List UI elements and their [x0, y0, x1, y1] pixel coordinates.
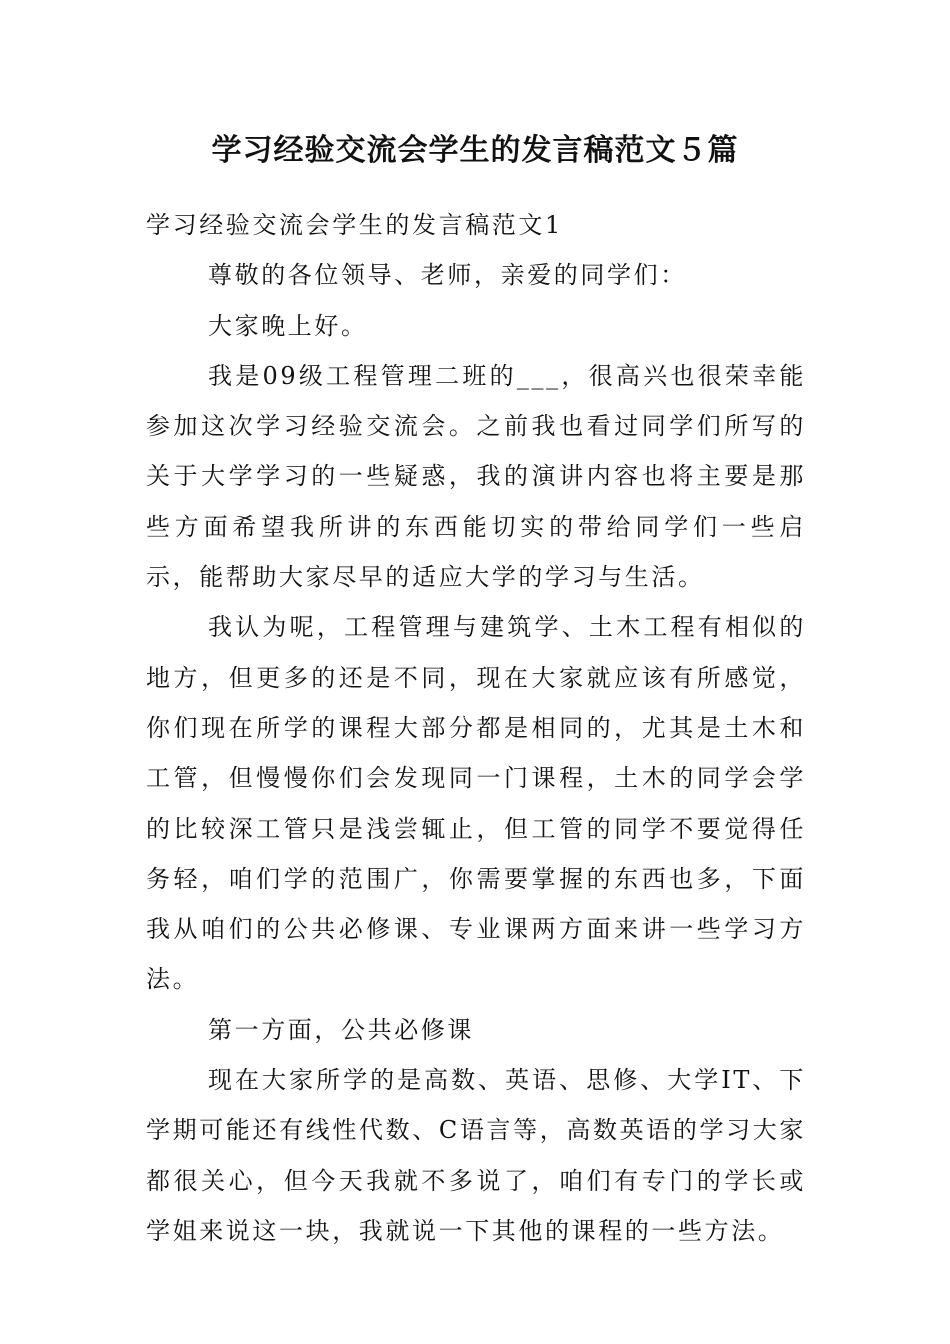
document-body	[146, 200, 806, 1256]
paragraph-major-comparison: 我认为呢，工程管理与建筑学、土木工程有相似的地方，但更多的还是不同，现在大家就应该有所感觉，你们现在所学的课程大部分都是相同的，尤其是土木和工管，但慢慢你们会发现同一门课程，土木的同学会学的比较深工管只是浅尝辄止，但工管的同学不要觉得任务轻，咱们学的范围广，你需要掌握的东西也多，下面我从咱们的公共必修课、专业课两方面来讲一些学习方法。	[146, 613, 806, 994]
subheading-public-courses: 第一方面，公共必修课	[208, 1015, 474, 1044]
section-heading: 学习经验交流会学生的发言稿范文1	[146, 211, 563, 239]
paragraph-introduction: 我是09级工程管理二班的___，很高兴也很荣幸能参加这次学习经验交流会。之前我也看过同学们所写的关于大学学习的一些疑惑，我的演讲内容也将主要是那些方面希望我所讲的东西能切实的带给同学们一些启示，能帮助大家尽早的适应大学的学习与生活。	[146, 361, 806, 592]
document-title: 学习经验交流会学生的发言稿范文５篇	[211, 133, 739, 168]
paragraph-public-courses: 现在大家所学的是高数、英语、思修、大学IT、下学期可能还有线性代数、C语言等，高数英语的学习大家都很关心，但今天我就不多说了，咱们有专门的学长或学姐来说这一块，我就说一下其他的课程的一些方法。	[146, 1066, 806, 1245]
greeting: 大家晚上好。	[208, 311, 368, 340]
salutation: 尊敬的各位领导、老师，亲爱的同学们：	[208, 261, 687, 290]
